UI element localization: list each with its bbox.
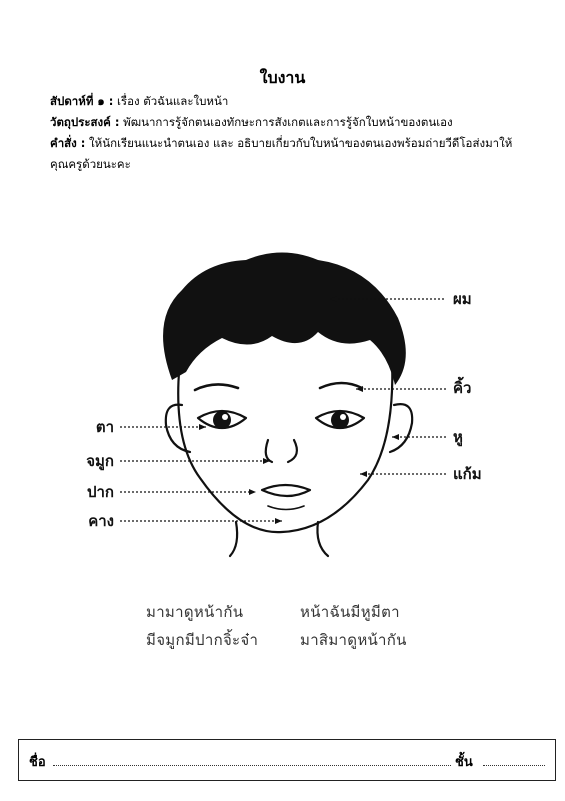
class-field[interactable] bbox=[483, 752, 545, 766]
week-value: เรื่อง ตัวฉันและใบหน้า bbox=[116, 94, 229, 108]
name-field[interactable] bbox=[53, 752, 451, 766]
right-pupil bbox=[331, 411, 349, 429]
poem-line2-left: มีจมูกมีปากจิ้ะจ๋า bbox=[146, 631, 259, 649]
week-label: สัปดาห์ที่ ๑ : bbox=[50, 94, 114, 108]
label-ear: หู bbox=[453, 428, 463, 446]
right-eyebrow bbox=[320, 383, 362, 388]
nose-outline bbox=[266, 440, 297, 462]
label-eyebrow: คิ้ว bbox=[453, 379, 472, 397]
lip-line bbox=[268, 506, 304, 510]
label-nose: จมูก bbox=[86, 452, 114, 470]
instruction-value-2: คุณครูด้วยนะคะ bbox=[50, 157, 131, 171]
mouth-outline bbox=[262, 485, 310, 496]
poem-line1-right: หน้าฉันมีหูมีตา bbox=[300, 603, 400, 621]
label-chin: คาง bbox=[88, 512, 114, 530]
instruction-label: คำสั่ง : bbox=[50, 136, 86, 150]
poem-line2-right: มาสิมาดูหน้ากัน bbox=[300, 631, 407, 649]
label-cheek: แก้ม bbox=[453, 465, 482, 483]
worksheet-title: ใบงาน bbox=[259, 68, 306, 87]
hair-shape bbox=[163, 253, 406, 386]
label-eye: ตา bbox=[95, 418, 114, 436]
objective-value: พัฒนาการรู้จักตนเองทักษะการสังเกตและการรู้จักใบหน้าของตนเอง bbox=[123, 115, 453, 129]
poem-line1-left: มามาดูหน้ากัน bbox=[146, 603, 244, 621]
student-info-box bbox=[18, 739, 556, 781]
instruction-value: ให้นักเรียนแนะนำตนเอง และ อธิบายเกี่ยวกับใบหน้าของตนเองพร้อมถ่ายวีดีโอส่งมาให้ bbox=[89, 136, 513, 150]
label-hair: ผม bbox=[453, 290, 472, 308]
neck-right-line bbox=[317, 522, 328, 556]
name-label: ชื่อ bbox=[29, 755, 46, 770]
right-ear-outline bbox=[390, 404, 412, 452]
label-mouth: ปาก bbox=[86, 483, 114, 501]
neck-left-line bbox=[230, 522, 237, 556]
left-eyebrow bbox=[195, 384, 238, 390]
class-label: ชั้น bbox=[455, 755, 473, 770]
left-pupil bbox=[213, 411, 231, 429]
objective-label: วัตถุประสงค์ : bbox=[50, 115, 120, 129]
